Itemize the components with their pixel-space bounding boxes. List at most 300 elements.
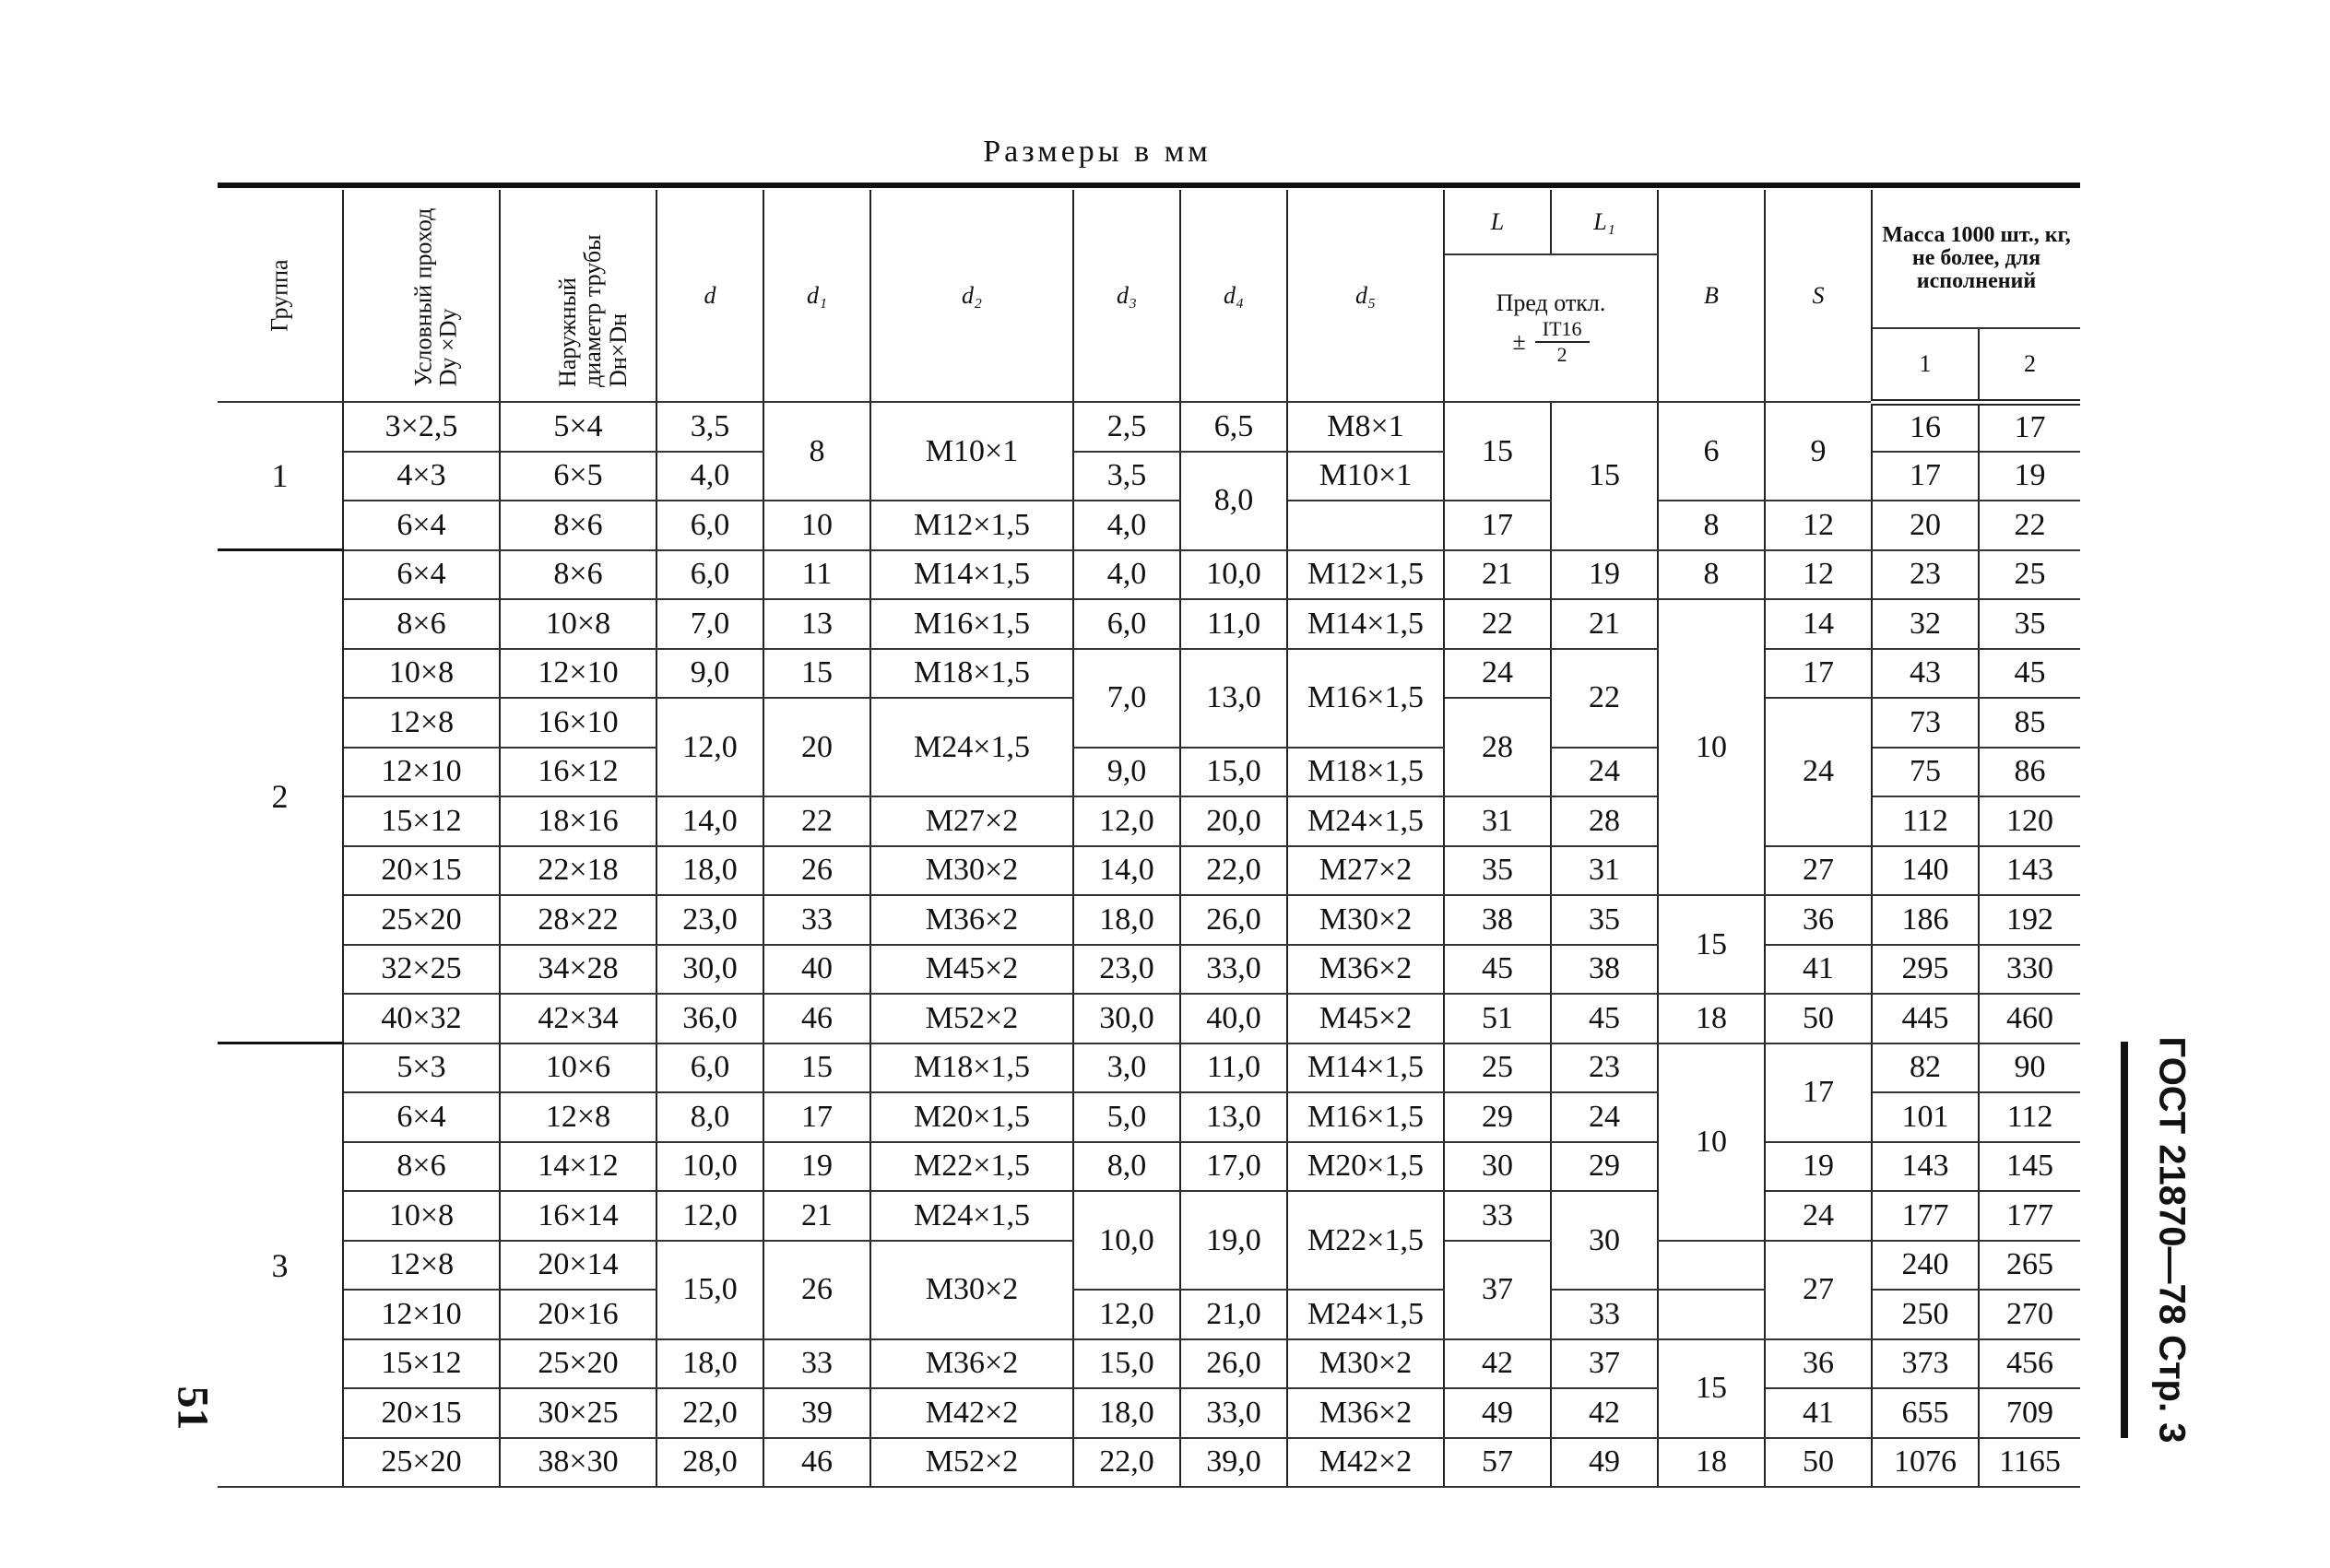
cell-d2: М24×1,5 bbox=[870, 1191, 1073, 1241]
cell-L1: 31 bbox=[1551, 846, 1658, 896]
cell-dy: 3×2,5 bbox=[343, 402, 500, 452]
cell-dn: 12×8 bbox=[500, 1092, 656, 1142]
cell-d4: 6,5 bbox=[1180, 402, 1287, 452]
table-row bbox=[218, 945, 2080, 995]
cell-d4: 11,0 bbox=[1180, 1043, 1287, 1093]
tolerance-label: Пред откл. bbox=[1496, 289, 1606, 316]
cell-dy: 10×8 bbox=[343, 649, 500, 699]
cell-d: 6,0 bbox=[656, 1043, 763, 1093]
cell-L1: 42 bbox=[1551, 1388, 1658, 1438]
cell-d1: 13 bbox=[763, 599, 870, 649]
cell-dn: 12×10 bbox=[500, 649, 656, 699]
cell-d: 18,0 bbox=[656, 846, 763, 896]
cell-dy: 8×6 bbox=[343, 599, 500, 649]
cell-L1: 19 bbox=[1551, 550, 1658, 600]
cell-d5: М10×1 bbox=[1287, 452, 1444, 501]
page-number: 51 bbox=[168, 1385, 218, 1431]
cell-d: 12,0 bbox=[656, 698, 763, 796]
cell-d4: 40,0 bbox=[1180, 994, 1287, 1043]
tolerance-denominator: 2 bbox=[1556, 343, 1567, 366]
cell-mass1: 240 bbox=[1872, 1241, 1979, 1291]
cell-B bbox=[1658, 1290, 1765, 1339]
cell-L1: 29 bbox=[1551, 1142, 1658, 1192]
cell-d3: 22,0 bbox=[1073, 1438, 1180, 1488]
cell-B: 6 bbox=[1658, 402, 1765, 501]
cell-mass2: 19 bbox=[1979, 452, 2080, 501]
cell-dn: 8×6 bbox=[500, 550, 656, 600]
cell-dy: 12×8 bbox=[343, 698, 500, 748]
cell-L: 17 bbox=[1444, 501, 1551, 550]
cell-d3: 4,0 bbox=[1073, 501, 1180, 550]
cell-d4: 10,0 bbox=[1180, 550, 1287, 600]
cell-d1: 22 bbox=[763, 796, 870, 846]
table-row bbox=[218, 599, 2080, 649]
cell-mass2: 265 bbox=[1979, 1241, 2080, 1291]
cell-S: 24 bbox=[1765, 1191, 1872, 1241]
header-mass: Масса 1000 шт., кг, не более, для исполнений bbox=[1872, 190, 2080, 328]
cell-dn: 14×12 bbox=[500, 1142, 656, 1192]
cell-L: 35 bbox=[1444, 846, 1551, 896]
cell-B bbox=[1658, 1241, 1765, 1291]
cell-dn: 10×8 bbox=[500, 599, 656, 649]
cell-d2: М42×2 bbox=[870, 1388, 1073, 1438]
cell-d1: 46 bbox=[763, 994, 870, 1043]
cell-mass1: 373 bbox=[1872, 1339, 1979, 1389]
cell-mass2: 85 bbox=[1979, 698, 2080, 748]
cell-mass1: 186 bbox=[1872, 895, 1979, 945]
cell-d2: М30×2 bbox=[870, 1241, 1073, 1339]
header-dy: Условный проход Dу ×Dу bbox=[343, 190, 500, 402]
table-body bbox=[218, 402, 2080, 1487]
cell-d5: М16×1,5 bbox=[1287, 649, 1444, 748]
cell-S: 12 bbox=[1765, 501, 1872, 550]
cell-d5: М27×2 bbox=[1287, 846, 1444, 896]
cell-mass2: 86 bbox=[1979, 748, 2080, 797]
cell-d4: 8,0 bbox=[1180, 452, 1287, 550]
cell-B: 8 bbox=[1658, 550, 1765, 600]
cell-B: 10 bbox=[1658, 1043, 1765, 1241]
group-cell: 3 bbox=[218, 1043, 343, 1488]
cell-d2: М30×2 bbox=[870, 846, 1073, 896]
cell-d4: 21,0 bbox=[1180, 1290, 1287, 1339]
cell-d4: 33,0 bbox=[1180, 945, 1287, 995]
cell-d1: 33 bbox=[763, 1339, 870, 1389]
table-caption: Размеры в мм bbox=[983, 135, 1212, 169]
cell-B: 15 bbox=[1658, 1339, 1765, 1438]
cell-d3: 15,0 bbox=[1073, 1339, 1180, 1389]
cell-d4: 22,0 bbox=[1180, 846, 1287, 896]
cell-dn: 16×14 bbox=[500, 1191, 656, 1241]
cell-L1: 49 bbox=[1551, 1438, 1658, 1488]
cell-d3: 12,0 bbox=[1073, 796, 1180, 846]
cell-dn: 30×25 bbox=[500, 1388, 656, 1438]
cell-B: 10 bbox=[1658, 599, 1765, 895]
cell-d5: М20×1,5 bbox=[1287, 1142, 1444, 1192]
cell-d1: 33 bbox=[763, 895, 870, 945]
cell-dn: 18×16 bbox=[500, 796, 656, 846]
cell-B: 8 bbox=[1658, 501, 1765, 550]
cell-dy: 10×8 bbox=[343, 1191, 500, 1241]
cell-d3: 6,0 bbox=[1073, 599, 1180, 649]
cell-d2: М45×2 bbox=[870, 945, 1073, 995]
cell-S: 41 bbox=[1765, 1388, 1872, 1438]
cell-L: 21 bbox=[1444, 550, 1551, 600]
cell-d2: М22×1,5 bbox=[870, 1142, 1073, 1192]
cell-L: 38 bbox=[1444, 895, 1551, 945]
table-row bbox=[218, 501, 2080, 550]
cell-d5: М36×2 bbox=[1287, 945, 1444, 995]
cell-dn: 28×22 bbox=[500, 895, 656, 945]
cell-d: 23,0 bbox=[656, 895, 763, 945]
cell-dy: 20×15 bbox=[343, 1388, 500, 1438]
cell-L1: 15 bbox=[1551, 402, 1658, 550]
cell-d2: М20×1,5 bbox=[870, 1092, 1073, 1142]
cell-dy: 8×6 bbox=[343, 1142, 500, 1192]
cell-d: 8,0 bbox=[656, 1092, 763, 1142]
cell-d1: 40 bbox=[763, 945, 870, 995]
cell-dn: 5×4 bbox=[500, 402, 656, 452]
cell-L1: 30 bbox=[1551, 1191, 1658, 1290]
cell-d2: М12×1,5 bbox=[870, 501, 1073, 550]
cell-S: 9 bbox=[1765, 402, 1872, 501]
cell-d5: М14×1,5 bbox=[1287, 1043, 1444, 1093]
cell-d2: М10×1 bbox=[870, 402, 1073, 501]
cell-mass2: 22 bbox=[1979, 501, 2080, 550]
cell-dn: 8×6 bbox=[500, 501, 656, 550]
cell-dy: 40×32 bbox=[343, 994, 500, 1043]
cell-mass2: 45 bbox=[1979, 649, 2080, 699]
cell-d4: 11,0 bbox=[1180, 599, 1287, 649]
table-row bbox=[218, 1438, 2080, 1488]
cell-d3: 3,5 bbox=[1073, 452, 1180, 501]
table-row bbox=[218, 846, 2080, 896]
cell-mass1: 143 bbox=[1872, 1142, 1979, 1192]
cell-mass2: 192 bbox=[1979, 895, 2080, 945]
cell-d: 7,0 bbox=[656, 599, 763, 649]
header-mass-1: 1 bbox=[1872, 328, 1979, 402]
cell-mass2: 270 bbox=[1979, 1290, 2080, 1339]
cell-dy: 25×20 bbox=[343, 895, 500, 945]
cell-d2: М16×1,5 bbox=[870, 599, 1073, 649]
cell-S: 41 bbox=[1765, 945, 1872, 995]
cell-S: 24 bbox=[1765, 698, 1872, 846]
cell-d1: 15 bbox=[763, 1043, 870, 1093]
cell-d3: 18,0 bbox=[1073, 1388, 1180, 1438]
cell-B: 18 bbox=[1658, 994, 1765, 1043]
cell-d: 18,0 bbox=[656, 1339, 763, 1389]
table-row bbox=[218, 1191, 2080, 1241]
cell-d2: М24×1,5 bbox=[870, 698, 1073, 796]
cell-d: 3,5 bbox=[656, 402, 763, 452]
cell-d5 bbox=[1287, 501, 1444, 550]
header-group: Группа bbox=[218, 190, 343, 402]
table-row bbox=[218, 1388, 2080, 1438]
cell-d5: М42×2 bbox=[1287, 1438, 1444, 1488]
cell-mass1: 445 bbox=[1872, 994, 1979, 1043]
cell-dy: 5×3 bbox=[343, 1043, 500, 1093]
cell-d3: 18,0 bbox=[1073, 895, 1180, 945]
cell-d1: 20 bbox=[763, 698, 870, 796]
cell-L: 51 bbox=[1444, 994, 1551, 1043]
cell-S: 14 bbox=[1765, 599, 1872, 649]
cell-dy: 25×20 bbox=[343, 1438, 500, 1488]
cell-d: 15,0 bbox=[656, 1241, 763, 1339]
cell-L1: 37 bbox=[1551, 1339, 1658, 1389]
group-cell: 1 bbox=[218, 402, 343, 550]
header-d2: d₂ bbox=[870, 190, 1073, 402]
cell-d: 4,0 bbox=[656, 452, 763, 501]
cell-dn: 16×12 bbox=[500, 748, 656, 797]
header-d1: d₁ bbox=[763, 190, 870, 402]
cell-mass1: 20 bbox=[1872, 501, 1979, 550]
cell-S: 12 bbox=[1765, 550, 1872, 600]
table-row bbox=[218, 402, 2080, 452]
cell-L1: 24 bbox=[1551, 748, 1658, 797]
cell-L1: 33 bbox=[1551, 1290, 1658, 1339]
cell-dn: 20×14 bbox=[500, 1241, 656, 1291]
cell-S: 36 bbox=[1765, 895, 1872, 945]
header-mass-2: 2 bbox=[1979, 328, 2080, 402]
cell-d2: М52×2 bbox=[870, 1438, 1073, 1488]
cell-d4: 20,0 bbox=[1180, 796, 1287, 846]
cell-dn: 34×28 bbox=[500, 945, 656, 995]
table-row bbox=[218, 649, 2080, 699]
cell-d4: 15,0 bbox=[1180, 748, 1287, 797]
cell-d5: М16×1,5 bbox=[1287, 1092, 1444, 1142]
cell-mass2: 177 bbox=[1979, 1191, 2080, 1241]
cell-mass2: 1165 bbox=[1979, 1438, 2080, 1488]
table-row bbox=[218, 895, 2080, 945]
cell-mass2: 17 bbox=[1979, 402, 2080, 452]
cell-L1: 45 bbox=[1551, 994, 1658, 1043]
cell-d: 12,0 bbox=[656, 1191, 763, 1241]
cell-d3: 9,0 bbox=[1073, 748, 1180, 797]
table-row bbox=[218, 1043, 2080, 1093]
cell-L: 24 bbox=[1444, 649, 1551, 699]
cell-dy: 32×25 bbox=[343, 945, 500, 995]
cell-d5: М18×1,5 bbox=[1287, 748, 1444, 797]
cell-S: 27 bbox=[1765, 1241, 1872, 1339]
cell-dy: 12×10 bbox=[343, 748, 500, 797]
cell-mass1: 23 bbox=[1872, 550, 1979, 600]
cell-L: 57 bbox=[1444, 1438, 1551, 1488]
cell-d3: 3,0 bbox=[1073, 1043, 1180, 1093]
cell-d3: 12,0 bbox=[1073, 1290, 1180, 1339]
header-d3: d₃ bbox=[1073, 190, 1180, 402]
cell-mass2: 145 bbox=[1979, 1142, 2080, 1192]
cell-d: 14,0 bbox=[656, 796, 763, 846]
cell-dn: 25×20 bbox=[500, 1339, 656, 1389]
header-d4: d₄ bbox=[1180, 190, 1287, 402]
cell-L: 45 bbox=[1444, 945, 1551, 995]
cell-d1: 15 bbox=[763, 649, 870, 699]
cell-d3: 7,0 bbox=[1073, 649, 1180, 748]
cell-mass2: 143 bbox=[1979, 846, 2080, 896]
cell-mass2: 456 bbox=[1979, 1339, 2080, 1389]
cell-d3: 4,0 bbox=[1073, 550, 1180, 600]
cell-d1: 26 bbox=[763, 1241, 870, 1339]
cell-d1: 10 bbox=[763, 501, 870, 550]
cell-mass1: 140 bbox=[1872, 846, 1979, 896]
cell-L1: 22 bbox=[1551, 649, 1658, 748]
cell-mass1: 75 bbox=[1872, 748, 1979, 797]
cell-dy: 15×12 bbox=[343, 796, 500, 846]
cell-d5: М36×2 bbox=[1287, 1388, 1444, 1438]
cell-mass1: 32 bbox=[1872, 599, 1979, 649]
header-tolerance bbox=[1444, 254, 1658, 402]
cell-mass1: 17 bbox=[1872, 452, 1979, 501]
cell-d: 9,0 bbox=[656, 649, 763, 699]
cell-d5: М24×1,5 bbox=[1287, 796, 1444, 846]
cell-dy: 6×4 bbox=[343, 501, 500, 550]
cell-S: 19 bbox=[1765, 1142, 1872, 1192]
cell-d3: 23,0 bbox=[1073, 945, 1180, 995]
cell-d2: М36×2 bbox=[870, 895, 1073, 945]
cell-mass1: 1076 bbox=[1872, 1438, 1979, 1488]
cell-d5: М45×2 bbox=[1287, 994, 1444, 1043]
cell-d1: 19 bbox=[763, 1142, 870, 1192]
cell-d4: 39,0 bbox=[1180, 1438, 1287, 1488]
cell-d3: 14,0 bbox=[1073, 846, 1180, 896]
cell-mass2: 35 bbox=[1979, 599, 2080, 649]
cell-mass1: 250 bbox=[1872, 1290, 1979, 1339]
cell-d4: 19,0 bbox=[1180, 1191, 1287, 1290]
cell-d1: 26 bbox=[763, 846, 870, 896]
cell-dn: 22×18 bbox=[500, 846, 656, 896]
cell-d5: М24×1,5 bbox=[1287, 1290, 1444, 1339]
cell-d2: М36×2 bbox=[870, 1339, 1073, 1389]
cell-L1: 28 bbox=[1551, 796, 1658, 846]
cell-dy: 4×3 bbox=[343, 452, 500, 501]
cell-L1: 24 bbox=[1551, 1092, 1658, 1142]
cell-L1: 21 bbox=[1551, 599, 1658, 649]
cell-d: 6,0 bbox=[656, 501, 763, 550]
cell-dy: 20×15 bbox=[343, 846, 500, 896]
side-rule bbox=[2121, 1042, 2128, 1438]
table-row bbox=[218, 994, 2080, 1043]
table-row bbox=[218, 1339, 2080, 1389]
cell-d: 36,0 bbox=[656, 994, 763, 1043]
cell-d4: 17,0 bbox=[1180, 1142, 1287, 1192]
cell-d: 30,0 bbox=[656, 945, 763, 995]
header-L: L bbox=[1444, 190, 1551, 254]
header-dn: Наружный диаметр трубы Dн×Dн bbox=[500, 190, 656, 402]
cell-dn: 16×10 bbox=[500, 698, 656, 748]
cell-dn: 38×30 bbox=[500, 1438, 656, 1488]
cell-dy: 12×8 bbox=[343, 1241, 500, 1291]
cell-d4: 26,0 bbox=[1180, 1339, 1287, 1389]
cell-d1: 17 bbox=[763, 1092, 870, 1142]
cell-S: 17 bbox=[1765, 1043, 1872, 1142]
cell-d1: 21 bbox=[763, 1191, 870, 1241]
cell-d5: М8×1 bbox=[1287, 402, 1444, 452]
cell-d3: 30,0 bbox=[1073, 994, 1180, 1043]
cell-B: 15 bbox=[1658, 895, 1765, 994]
cell-d: 22,0 bbox=[656, 1388, 763, 1438]
cell-mass1: 112 bbox=[1872, 796, 1979, 846]
header-B: B bbox=[1658, 190, 1765, 402]
dimensions-table bbox=[218, 190, 2080, 1488]
top-rule bbox=[218, 183, 2080, 188]
cell-L1: 23 bbox=[1551, 1043, 1658, 1093]
cell-mass2: 460 bbox=[1979, 994, 2080, 1043]
cell-d4: 26,0 bbox=[1180, 895, 1287, 945]
cell-mass1: 101 bbox=[1872, 1092, 1979, 1142]
cell-mass2: 90 bbox=[1979, 1043, 2080, 1093]
cell-mass1: 43 bbox=[1872, 649, 1979, 699]
header-L1: L₁ bbox=[1551, 190, 1658, 254]
cell-L: 49 bbox=[1444, 1388, 1551, 1438]
cell-mass2: 120 bbox=[1979, 796, 2080, 846]
group-cell: 2 bbox=[218, 550, 343, 1043]
cell-d4: 13,0 bbox=[1180, 1092, 1287, 1142]
cell-L: 29 bbox=[1444, 1092, 1551, 1142]
header-S: S bbox=[1765, 190, 1872, 402]
cell-S: 17 bbox=[1765, 649, 1872, 699]
cell-mass1: 177 bbox=[1872, 1191, 1979, 1241]
cell-d: 28,0 bbox=[656, 1438, 763, 1488]
cell-mass2: 330 bbox=[1979, 945, 2080, 995]
cell-d5: М30×2 bbox=[1287, 895, 1444, 945]
cell-mass1: 295 bbox=[1872, 945, 1979, 995]
cell-d3: 8,0 bbox=[1073, 1142, 1180, 1192]
cell-L: 25 bbox=[1444, 1043, 1551, 1093]
table-row bbox=[218, 550, 2080, 600]
cell-dy: 12×10 bbox=[343, 1290, 500, 1339]
cell-d1: 39 bbox=[763, 1388, 870, 1438]
cell-L: 22 bbox=[1444, 599, 1551, 649]
cell-d2: М52×2 bbox=[870, 994, 1073, 1043]
plus-minus-sign: ± bbox=[1512, 328, 1526, 355]
cell-d2: М18×1,5 bbox=[870, 1043, 1073, 1093]
cell-d2: М27×2 bbox=[870, 796, 1073, 846]
cell-dy: 15×12 bbox=[343, 1339, 500, 1389]
cell-S: 36 bbox=[1765, 1339, 1872, 1389]
cell-dy: 6×4 bbox=[343, 1092, 500, 1142]
cell-L: 15 bbox=[1444, 402, 1551, 501]
cell-L: 30 bbox=[1444, 1142, 1551, 1192]
cell-d5: М12×1,5 bbox=[1287, 550, 1444, 600]
cell-d1: 46 bbox=[763, 1438, 870, 1488]
cell-L: 37 bbox=[1444, 1241, 1551, 1339]
cell-L1: 35 bbox=[1551, 895, 1658, 945]
cell-d3: 5,0 bbox=[1073, 1092, 1180, 1142]
cell-d2: М14×1,5 bbox=[870, 550, 1073, 600]
cell-d3: 2,5 bbox=[1073, 402, 1180, 452]
cell-mass1: 82 bbox=[1872, 1043, 1979, 1093]
cell-d5: М22×1,5 bbox=[1287, 1191, 1444, 1290]
cell-mass1: 73 bbox=[1872, 698, 1979, 748]
table-row bbox=[218, 1142, 2080, 1192]
cell-L: 31 bbox=[1444, 796, 1551, 846]
cell-d1: 8 bbox=[763, 402, 870, 501]
cell-d: 6,0 bbox=[656, 550, 763, 600]
cell-mass2: 709 bbox=[1979, 1388, 2080, 1438]
cell-mass1: 655 bbox=[1872, 1388, 1979, 1438]
cell-S: 27 bbox=[1765, 846, 1872, 896]
cell-L1: 38 bbox=[1551, 945, 1658, 995]
cell-dn: 6×5 bbox=[500, 452, 656, 501]
cell-d3: 10,0 bbox=[1073, 1191, 1180, 1290]
cell-d5: М30×2 bbox=[1287, 1339, 1444, 1389]
cell-S: 50 bbox=[1765, 1438, 1872, 1488]
cell-d4: 33,0 bbox=[1180, 1388, 1287, 1438]
cell-L: 42 bbox=[1444, 1339, 1551, 1389]
cell-B: 18 bbox=[1658, 1438, 1765, 1488]
header-d5: d₅ bbox=[1287, 190, 1444, 402]
cell-d: 10,0 bbox=[656, 1142, 763, 1192]
cell-dn: 42×34 bbox=[500, 994, 656, 1043]
